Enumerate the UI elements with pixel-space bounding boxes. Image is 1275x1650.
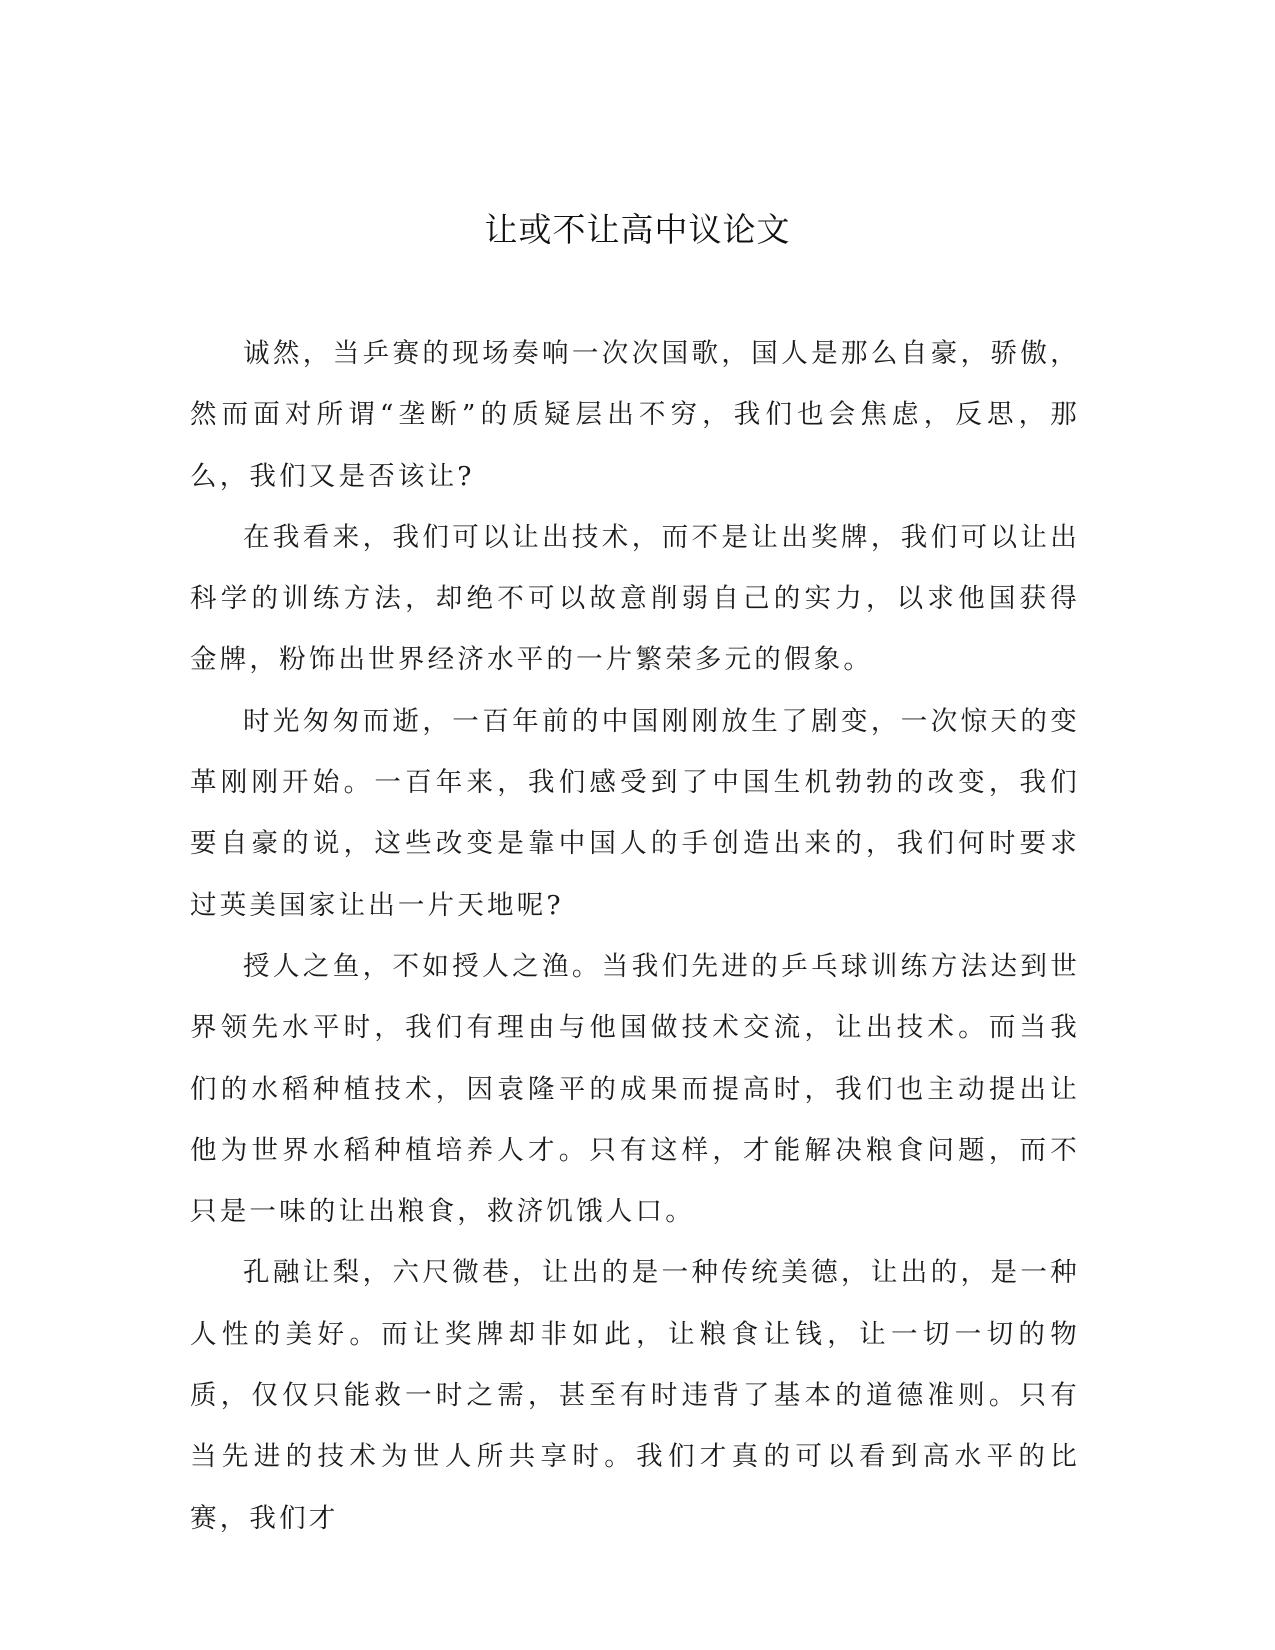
- paragraph-1: 诚然，当乒赛的现场奏响一次次国歌，国人是那么自豪，骄傲，然而面对所谓“垄断”的质疑层出不穷，我们也会焦虑，反思，那么，我们又是否该让?: [190, 338, 1080, 492]
- document-title: 让或不让高中议论文: [484, 210, 791, 249]
- document-body: [190, 323, 1080, 1549]
- paragraph-3: 时光匆匆而逝，一百年前的中国刚刚放生了剧变，一次惊天的变革刚刚开始。一百年来，我们感受到了中国生机勃勃的改变，我们要自豪的说，这些改变是靠中国人的手创造出来的，我们何时要求过英美国家让出一片天地呢?: [190, 705, 1080, 921]
- paragraph-2: 在我看来，我们可以让出技术，而不是让出奖牌，我们可以让出科学的训练方法，却绝不可以故意削弱自己的实力，以求他国获得金牌，粉饰出世界经济水平的一片繁荣多元的假象。: [190, 521, 1080, 676]
- paragraph-4: 授人之鱼，不如授人之渔。当我们先进的乒乓球训练方法达到世界领先水平时，我们有理由与他国做技术交流，让出技术。而当我们的水稻种植技术，因袁隆平的成果而提高时，我们也主动提出让他为世界水稻种植培养人才。只有这样，才能解决粮食问题，而不只是一味的让出粮食，救济饥饿人口。: [190, 950, 1080, 1228]
- paragraph-5: 孔融让梨，六尺微巷，让出的是一种传统美德，让出的，是一种人性的美好。而让奖牌却非如此，让粮食让钱，让一切一切的物质，仅仅只能救一时之需，甚至有时违背了基本的道德准则。只有当先进的技术为世人所共享时。我们才真的可以看到高水平的比赛，我们才: [190, 1257, 1080, 1534]
